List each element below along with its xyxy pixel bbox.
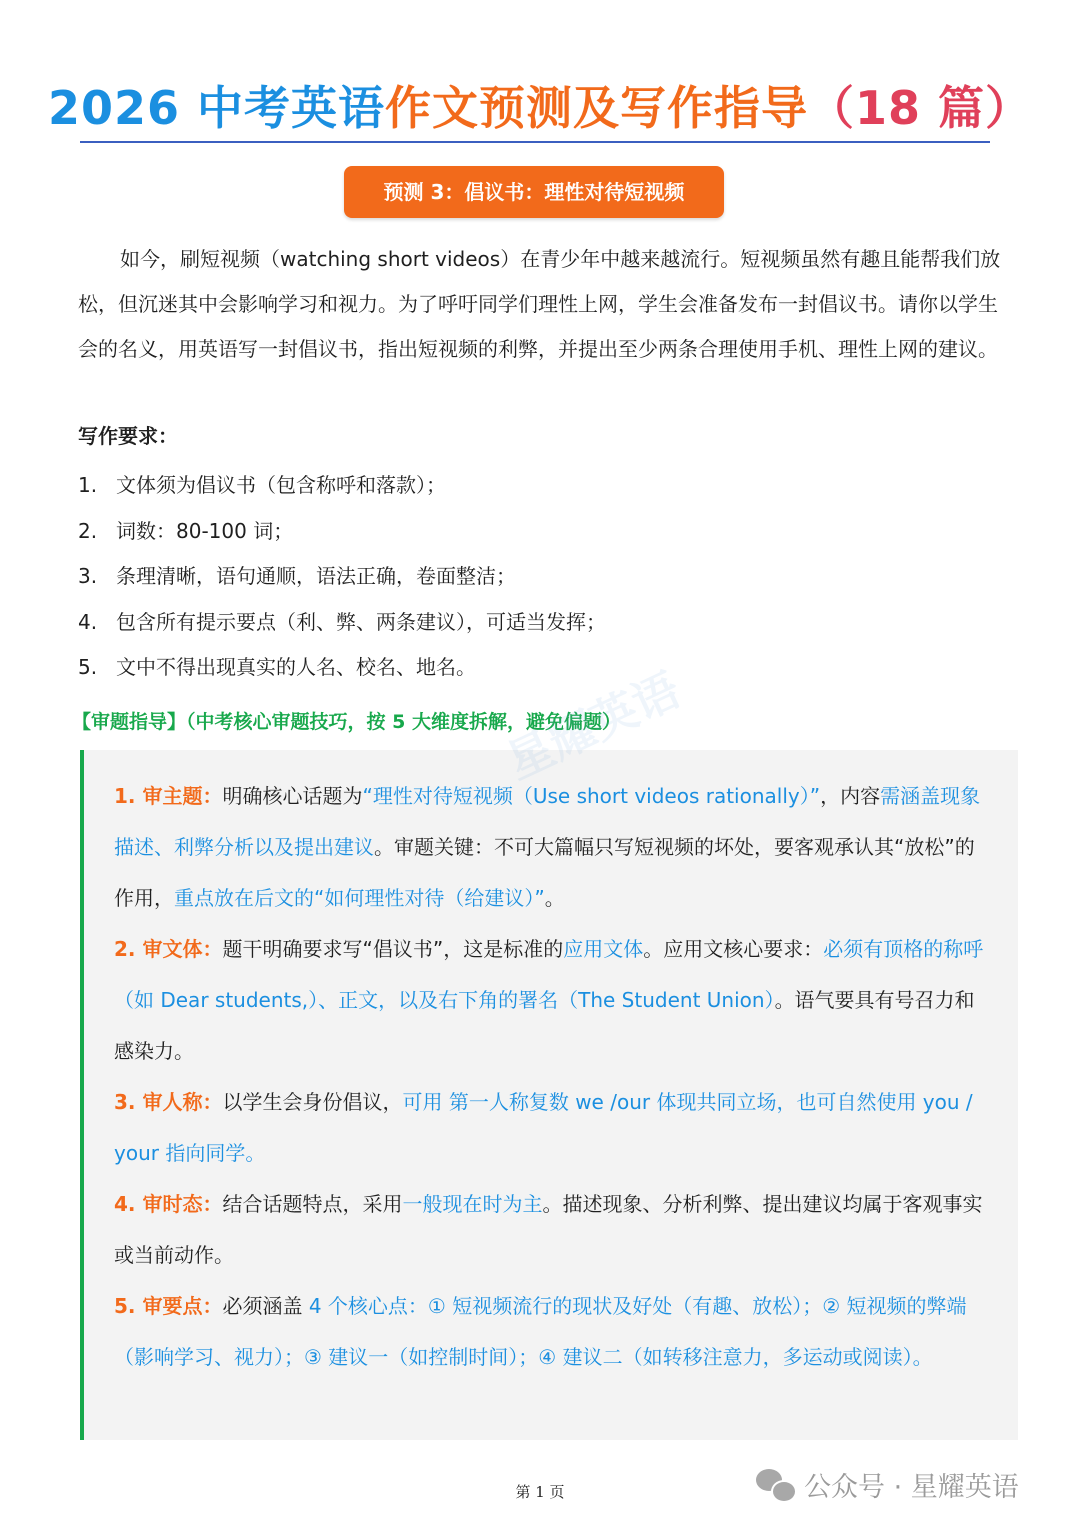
list-item: 3. 条理清晰，语句通顺，语法正确，卷面整洁；	[78, 564, 516, 588]
guide-content	[114, 771, 994, 1383]
prediction-badge: 预测 3：倡议书：理性对待短视频	[344, 166, 724, 218]
guide-point-keypoints: 5. 审要点：必须涵盖 4 个核心点：① 短视频流行的现状及好处（有趣、放松）；② 短视频的弊端（影响学习、视力）；③ 建议一（如控制时间）；④ 建议二（如转移注意力，多运动或阅读）。	[114, 1294, 967, 1369]
requirements-list	[78, 463, 1008, 691]
page-number: 第 1 页	[515, 1483, 565, 1501]
footer-brand	[756, 1464, 1019, 1504]
intro-paragraph: 如今，刷短视频（watching short videos）在青少年中越来越流行。短视频虽然有趣且能帮我们放松，但沉迷其中会影响学习和视力。为了呼吁同学们理性上网，学生会准备发布一封倡议书。请你以学生会的名义，用英语写一封倡议书，指出短视频的利弊，并提出至少两条合理使用手机、理性上网的建议。	[78, 247, 1001, 361]
requirements-heading: 写作要求：	[78, 424, 178, 448]
guide-point-topic: 1. 审主题：明确核心话题为“理性对待短视频（Use short videos rationally）”，内容需涵盖现象描述、利弊分析以及提出建议。审题关键：不可大篇幅只写短视频的坏处，要客观承认其“放松”的作用，重点放在后文的“如何理性对待（给建议）”。	[114, 784, 981, 910]
guide-point-person: 3. 审人称：以学生会身份倡议，可用 第一人称复数 we /our 体现共同立场，也可自然使用 you / your 指向同学。	[114, 1090, 973, 1165]
wechat-icon	[756, 1467, 796, 1501]
title-divider	[80, 141, 990, 143]
title-part-blue: 2026 中考英语	[47, 81, 385, 135]
title-part-red: （18 篇）	[808, 81, 1033, 135]
guide-point-genre: 2. 审文体：题干明确要求写“倡议书”，这是标准的应用文体。应用文核心要求：必须有顶格的称呼（如 Dear students,）、正文，以及右下角的署名（The Student Union）。语气要具有号召力和感染力。	[114, 937, 984, 1063]
guide-point-tense: 4. 审时态：结合话题特点，采用一般现在时为主。描述现象、分析利弊、提出建议均属于客观事实或当前动作。	[114, 1192, 983, 1267]
document-title	[0, 72, 1080, 138]
list-item: 2. 词数：80-100 词；	[78, 518, 294, 543]
list-item: 4. 包含所有提示要点（利、弊、两条建议），可适当发挥；	[78, 609, 606, 634]
title-part-orange: 作文预测及写作指导	[385, 81, 808, 135]
list-item: 1. 文体须为倡议书（包含称呼和落款）；	[78, 473, 446, 497]
guide-heading: 【审题指导】（中考核心审题技巧，按 5 大维度拆解，避免偏题）	[72, 711, 621, 733]
list-item: 5. 文中不得出现真实的人名、校名、地名。	[78, 655, 476, 679]
brand-label: 公众号 · 星耀英语	[804, 1471, 1019, 1503]
watermark: 星耀英语	[498, 662, 689, 790]
